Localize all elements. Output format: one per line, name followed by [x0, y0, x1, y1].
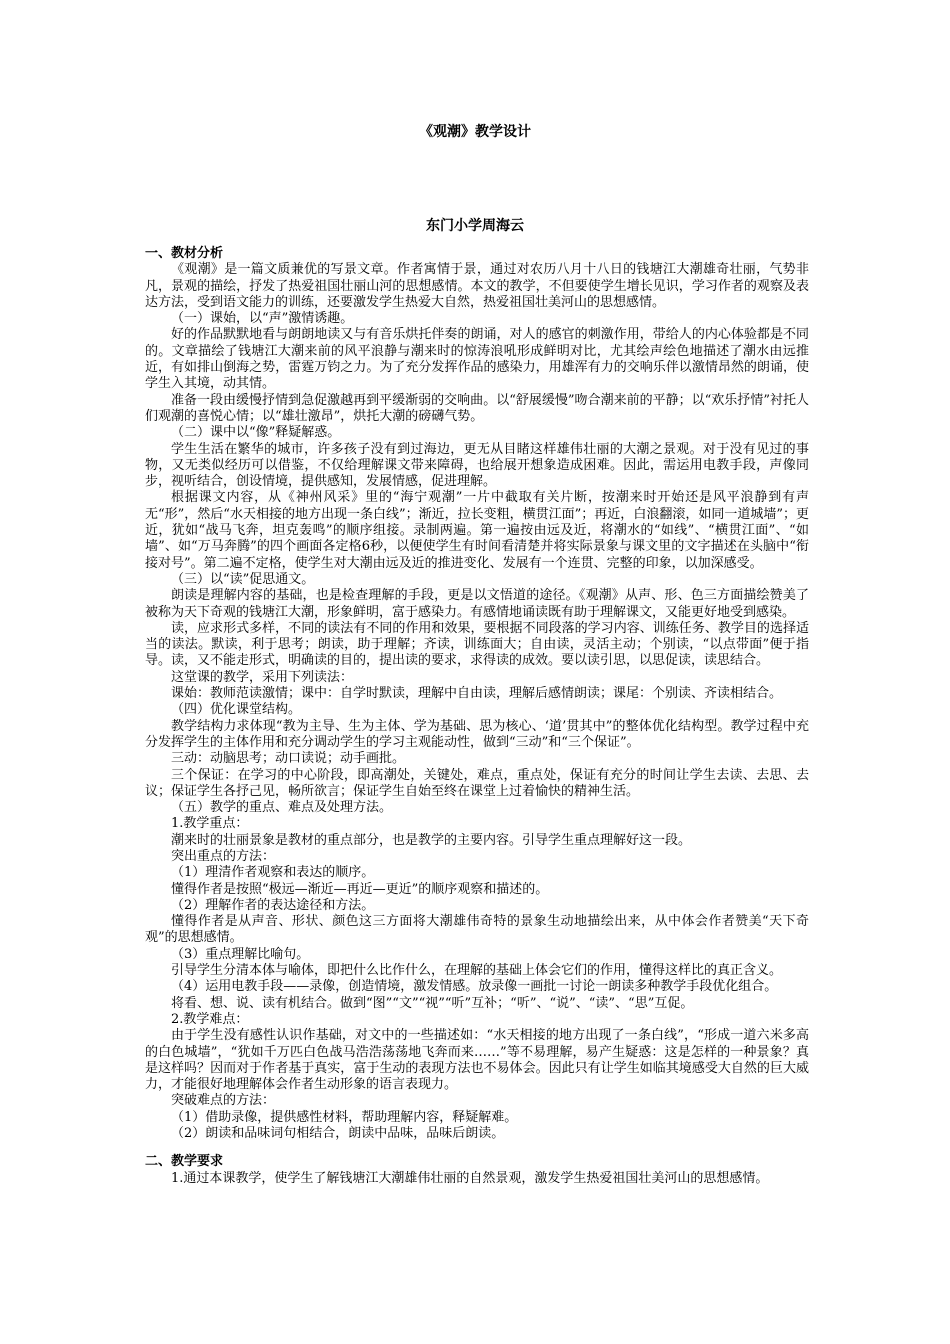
body-paragraph: （4）运用电教手段——录像，创造情境，激发情感。放录像一画批一讨论一朗读多种教学手段优化组合。	[171, 979, 778, 995]
body-paragraph: 将看、想、说、读有机结合。做到“图”“文”“视”“听”互补；“听”、“说”、“读”、“思”互促。	[171, 995, 694, 1011]
body-paragraph: 由于学生没有感性认识作基础，对文中的一些描述如：“水天相接的地方出现了一条白线”，“形成一道六米多高的白色城墙”，“犹如千万匹白色战马浩浩荡荡地飞奔而来……”等不易理解，易产生疑惑：这是怎样的一种景象？真是这样吗？因而对于作者基于真实，富于生动的表现方法也不易体会。因此只有让学生如临其境感受大自然的巨大威力，才能很好地理解体会作者生动形象的语言表现力。	[145, 1028, 809, 1093]
section-heading: 二、教学要求	[145, 1154, 224, 1170]
body-paragraph: （2）理解作者的表达途径和方法。	[171, 897, 375, 913]
body-paragraph: 学生生活在繁华的城市，许多孩子没有到过海边，更无从目睹这样雄伟壮丽的大潮之景观。对于没有见过的事物，又无类似经历可以借鉴，不仅给理解课文带来障碍，也给展开想象造成困难。因此，需运用电教手段，声像同步，视听结合，创设情境，提供感知，发展情感，促进理解。	[145, 441, 809, 490]
body-paragraph: 准备一段由缓慢抒情到急促激越再到平缓渐弱的交响曲。以“舒展缓慢”吻合潮来前的平静；以“欢乐抒情”衬托人们观潮的喜悦心情；以“雄壮激昂”，烘托大潮的磅礴气势。	[145, 392, 809, 424]
body-paragraph: 教学结构力求体现“教为主导、生为主体、学为基础、思为核心、‘道’贯其中”的整体优化结构型。教学过程中充分发挥学生的主体作用和充分调动学生的学习主观能动性，做到“三动”和“三个保证”。	[145, 718, 809, 750]
body-paragraph: 突出重点的方法：	[171, 848, 276, 864]
body-paragraph: （一）课始，以“声”激情诱趣。	[171, 311, 354, 327]
body-paragraph: （五）教学的重点、难点及处理方法。	[171, 800, 393, 816]
body-paragraph: 根据课文内容，从《神州风采》里的“海宁观潮”一片中截取有关片断，按潮来时开始还是风平浪静到有声无“形”，然后“水天相接的地方出现一条白线”；渐近，拉长变粗，横贯江面”；再近，白浪翻滚，如同一道城墙”；更近，犹如“战马飞奔，坦克轰鸣”的顺序组接。录制两遍。第一遍按由远及近，将潮水的“如线”、“横贯江面”、“如墙”、如“万马奔腾”的四个画面各定格6秒，以便使学生有时间看清楚并将实际景象与课文里的文字描述在头脑中“衔接对号”。第二遍不定格，使学生对大潮由远及近的推进变化、发展有一个连贯、完整的印象，以加深感受。	[145, 490, 809, 571]
body-paragraph: 朗读是理解内容的基础，也是检查理解的手段，更是以文悟道的途径。《观潮》从声、形、色三方面描绘赞美了被称为天下奇观的钱塘江大潮，形象鲜明，富于感染力。有感情地诵读既有助于理解课文，又能更好地受到感染。	[145, 588, 809, 620]
body-paragraph: （三）以“读”促思通文。	[171, 571, 315, 587]
body-paragraph: 引导学生分清本体与喻体，即把什么比作什么，在理解的基础上体会它们的作用，懂得这样比的真正含义。	[171, 963, 783, 979]
body-paragraph: 潮来时的壮丽景象是教材的重点部分，也是教学的主要内容。引导学生重点理解好这一段。	[171, 832, 692, 848]
body-paragraph: 读，应求形式多样，不同的读法有不同的作用和效果，要根据不同段落的学习内容、训练任务、教学目的选择适当的读法。默读，利于思考；朗读，助于理解；齐读，训练面大；自由读，灵活主动；个别读，“以点带面”便于指导。读，又不能走形式，明确读的目的，提出读的要求，求得读的成效。要以读引思，以思促读，读思结合。	[145, 620, 809, 669]
body-paragraph: 突破难点的方法：	[171, 1093, 276, 1109]
body-paragraph: 1.教学重点：	[171, 816, 249, 832]
body-paragraph: 1.通过本课教学，使学生了解钱塘江大潮雄伟壮丽的自然景观，激发学生热爱祖国壮美河山的思想感情。	[171, 1170, 769, 1186]
document-title: 《观潮》教学设计	[419, 124, 531, 140]
section-heading: 一、教材分析	[145, 246, 224, 261]
body-paragraph: （四）优化课堂结构。	[171, 702, 302, 718]
body-paragraph: 懂得作者是按照“极远—渐近—再近—更近”的顺序观察和描述的。	[171, 881, 549, 897]
body-paragraph: （1）借助录像，提供感性材料，帮助理解内容，释疑解难。	[171, 1109, 518, 1125]
body-paragraph: 三动：动脑思考；动口读说；动手画批。	[171, 751, 406, 767]
body-paragraph: 懂得作者是从声音、形状、颜色这三方面将大潮雄伟奇特的景象生动地描绘出来，从中体会作者赞美“天下奇观”的思想感情。	[145, 914, 809, 946]
body-paragraph: 好的作品默默地看与朗朗地读又与有音乐烘托伴奏的朗诵，对人的感官的刺激作用，带给人的内心体验都是不同的。文章描绘了钱塘江大潮来前的风平浪静与潮来时的惊涛浪吼形成鲜明对比，尤其绘声绘色地描述了潮水由远推近，有如排山倒海之势，雷霆万钧之力。为了充分发挥作品的感染力，用雄浑有力的交响乐伴以激情昂然的朗诵，使学生入其境，动其情。	[145, 327, 809, 392]
body-paragraph: （3）重点理解比喻句。	[171, 946, 310, 962]
body-paragraph: 2.教学难点：	[171, 1011, 249, 1027]
body-paragraph: 《观潮》是一篇文质兼优的写景文章。作者寓情于景，通过对农历八月十八日的钱塘江大潮雄奇壮丽，气势非凡，景观的描绘，抒发了热爱祖国壮丽山河的思想感情。本文的教学，不但要使学生增长见识，学习作者的观察及表达方法，受到语文能力的训练，还要激发学生热爱大自然，热爱祖国壮美河山的思想感情。	[145, 262, 809, 310]
body-paragraph: 这堂课的教学，采用下列读法：	[171, 669, 354, 685]
document-body	[145, 246, 809, 1187]
body-paragraph: （1）理清作者观察和表达的顺序。	[171, 865, 375, 881]
body-paragraph: 三个保证：在学习的中心阶段，即高潮处，关键处，难点，重点处，保证有充分的时间让学生去读、去思、去议；保证学生各抒己见，畅所欲言；保证学生自始至终在课堂上过着愉快的精神生活。	[145, 767, 809, 799]
document-author: 东门小学周海云	[426, 218, 524, 234]
body-paragraph: 课始：教师范读激情；课中：自学时默读，理解中自由读，理解后感情朗读；课尾：个别读、齐读相结合。	[171, 686, 783, 702]
body-paragraph: （二）课中以“像”释疑解惑。	[171, 425, 341, 441]
body-paragraph: （2）朗读和品味词句相结合，朗读中品味，品味后朗读。	[171, 1126, 505, 1142]
